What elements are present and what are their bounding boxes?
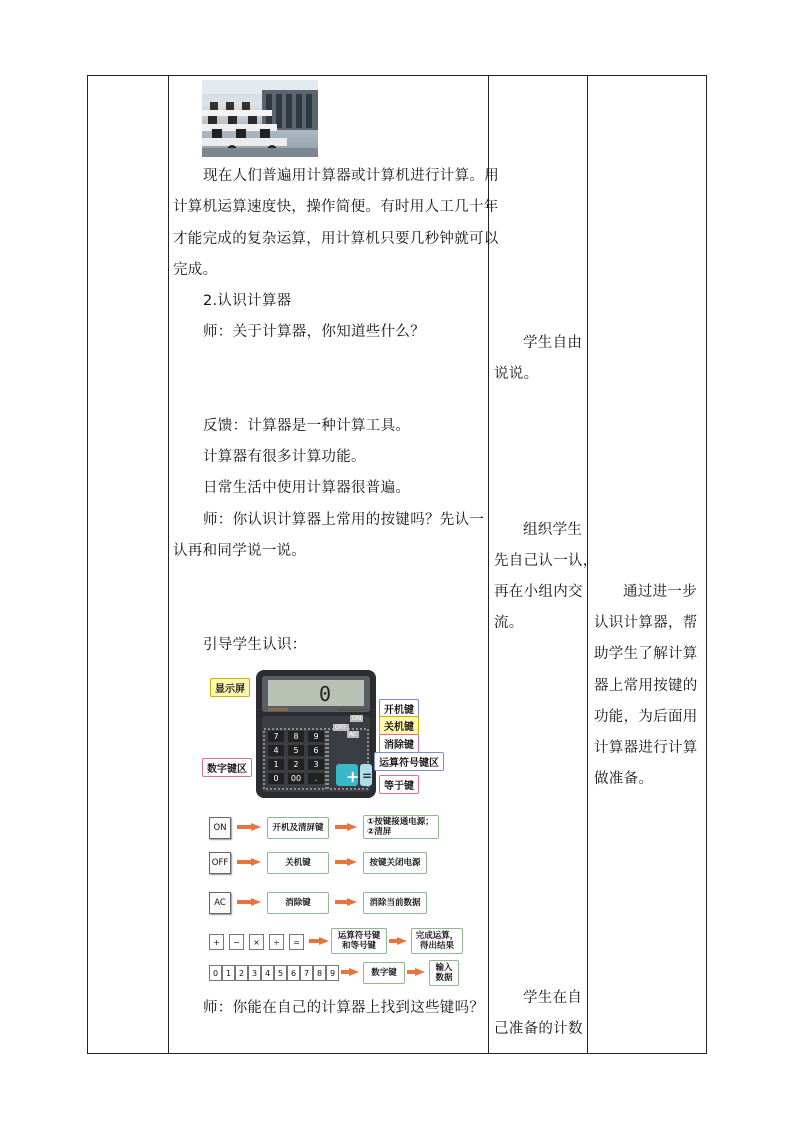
ac-key: AC	[349, 731, 358, 738]
paragraph-line: 才能完成的复杂运算，用计算机只要几秒钟就可以	[173, 231, 499, 247]
digit-key: 0	[209, 965, 222, 981]
number-key: 2	[288, 759, 304, 770]
design-intent-line: 计算器进行计算	[594, 740, 698, 756]
number-key: 0	[268, 773, 284, 784]
calculator-illustration	[200, 668, 460, 800]
ac-key-name: 消除键	[267, 892, 329, 914]
on-key-box: ON	[209, 817, 231, 839]
feedback-line: 日常生活中使用计算器很普遍。	[203, 480, 411, 496]
operator-key: +	[209, 934, 224, 950]
arrow	[415, 968, 425, 976]
digit-key: 2	[235, 965, 248, 981]
paragraph-line: 计算机运算速度快，操作简便。有时用人工几十年	[173, 199, 499, 215]
teacher-question: 师：关于计算器，你知道些什么？	[203, 324, 425, 340]
number-key: 3	[308, 759, 324, 770]
column-divider	[168, 76, 169, 1053]
digit-key-desc: 输入 数据	[429, 960, 459, 986]
arrow	[251, 823, 261, 831]
paragraph-line: 现在人们普遍用计算器或计算机进行计算。用	[203, 168, 499, 184]
arrow	[251, 858, 261, 866]
student-activity-line: 流。	[494, 615, 524, 631]
clear-key-callout: 消除键	[379, 734, 419, 753]
arrow	[397, 937, 407, 945]
digit-key: 6	[287, 965, 300, 981]
design-intent-line: 做准备。	[594, 771, 654, 787]
arrow	[251, 898, 261, 906]
on-key-callout: 开机键	[379, 699, 419, 718]
arrow	[347, 898, 357, 906]
on-key: ON	[352, 715, 362, 722]
off-key-callout: 关机键	[379, 716, 419, 735]
paragraph-line: 完成。	[173, 262, 218, 278]
design-intent-line: 认识计算器，帮	[594, 615, 698, 631]
digit-key: 4	[261, 965, 274, 981]
digit-key: 1	[222, 965, 235, 981]
teacher-question: 师：你认识计算器上常用的按键吗？先认一	[203, 512, 485, 528]
off-key-desc: 按键关闭电源	[363, 852, 427, 874]
digit-key: 8	[313, 965, 326, 981]
number-key: 00	[288, 773, 304, 784]
computer-room-photo	[202, 80, 318, 157]
operator-key: −	[229, 934, 244, 950]
teacher-question: 认再和同学说一说。	[173, 543, 307, 559]
ac-key-desc: 消除当前数据	[363, 892, 427, 914]
operator-key: =	[289, 934, 304, 950]
number-key: 1	[268, 759, 284, 770]
arrow	[319, 937, 329, 945]
student-activity-line: 组织学生	[523, 522, 583, 538]
off-key: OFF	[335, 724, 347, 731]
design-intent-line: 器上常用按键的	[594, 678, 698, 694]
operator-key: ÷	[269, 934, 284, 950]
design-intent-line: 通过进一步	[623, 584, 697, 600]
display-callout: 显示屏	[210, 678, 250, 697]
number-key: .	[308, 773, 324, 784]
number-key: 8	[288, 731, 304, 742]
column-divider	[488, 76, 489, 1053]
arrow	[347, 823, 357, 831]
off-key-box: OFF	[209, 852, 231, 874]
guide-line: 引导学生认识：	[203, 637, 307, 653]
student-activity-line: 再在小组内交	[494, 584, 583, 600]
number-key: 7	[268, 731, 284, 742]
feedback-line: 计算器有很多计算功能。	[203, 449, 366, 465]
section-heading: 2.认识计算器	[203, 293, 292, 309]
student-activity-line: 先自己认一认，	[494, 553, 598, 569]
design-intent-line: 助学生了解计算	[594, 646, 698, 662]
number-area-callout: 数字键区	[202, 758, 252, 777]
teacher-question: 师：你能在自己的计算器上找到这些键吗？	[203, 1000, 485, 1016]
operator-key-name: 运算符号键 和等号键	[331, 928, 387, 954]
number-key: 9	[308, 731, 324, 742]
operator-area-callout: 运算符号键区	[374, 752, 444, 771]
student-activity-line: 学生自由	[523, 335, 583, 351]
digit-key: 9	[326, 965, 339, 981]
digit-key-name: 数字键	[363, 962, 405, 984]
student-activity-line: 己准备的计数	[494, 1021, 583, 1037]
feedback-line: 反馈：计算器是一种计算工具。	[203, 418, 411, 434]
calculator-display-digit: 0	[319, 682, 332, 706]
key-function-table	[205, 812, 470, 992]
number-keypad	[268, 731, 324, 784]
equals-key: =	[362, 769, 373, 783]
digit-key: 5	[274, 965, 287, 981]
off-key-name: 关机键	[267, 852, 329, 874]
design-intent-line: 功能，为后面用	[594, 709, 698, 725]
on-key-desc: ①按键接通电源； ②清屏	[363, 815, 439, 839]
student-activity-line: 学生在自	[523, 990, 583, 1006]
operator-key-desc: 完成运算， 得出结果	[411, 928, 463, 954]
arrow	[349, 968, 359, 976]
on-key-name: 开机及清屏键	[267, 817, 329, 839]
number-key: 6	[308, 745, 324, 756]
student-activity-line: 说说。	[494, 366, 539, 382]
number-key: 5	[288, 745, 304, 756]
digit-key: 3	[248, 965, 261, 981]
plus-key: +	[346, 767, 360, 786]
number-key: 4	[268, 745, 284, 756]
operator-key: ×	[249, 934, 264, 950]
arrow	[347, 858, 357, 866]
ac-key-box: AC	[209, 892, 231, 914]
digit-key: 7	[300, 965, 313, 981]
equals-key-callout: 等于键	[379, 775, 419, 794]
